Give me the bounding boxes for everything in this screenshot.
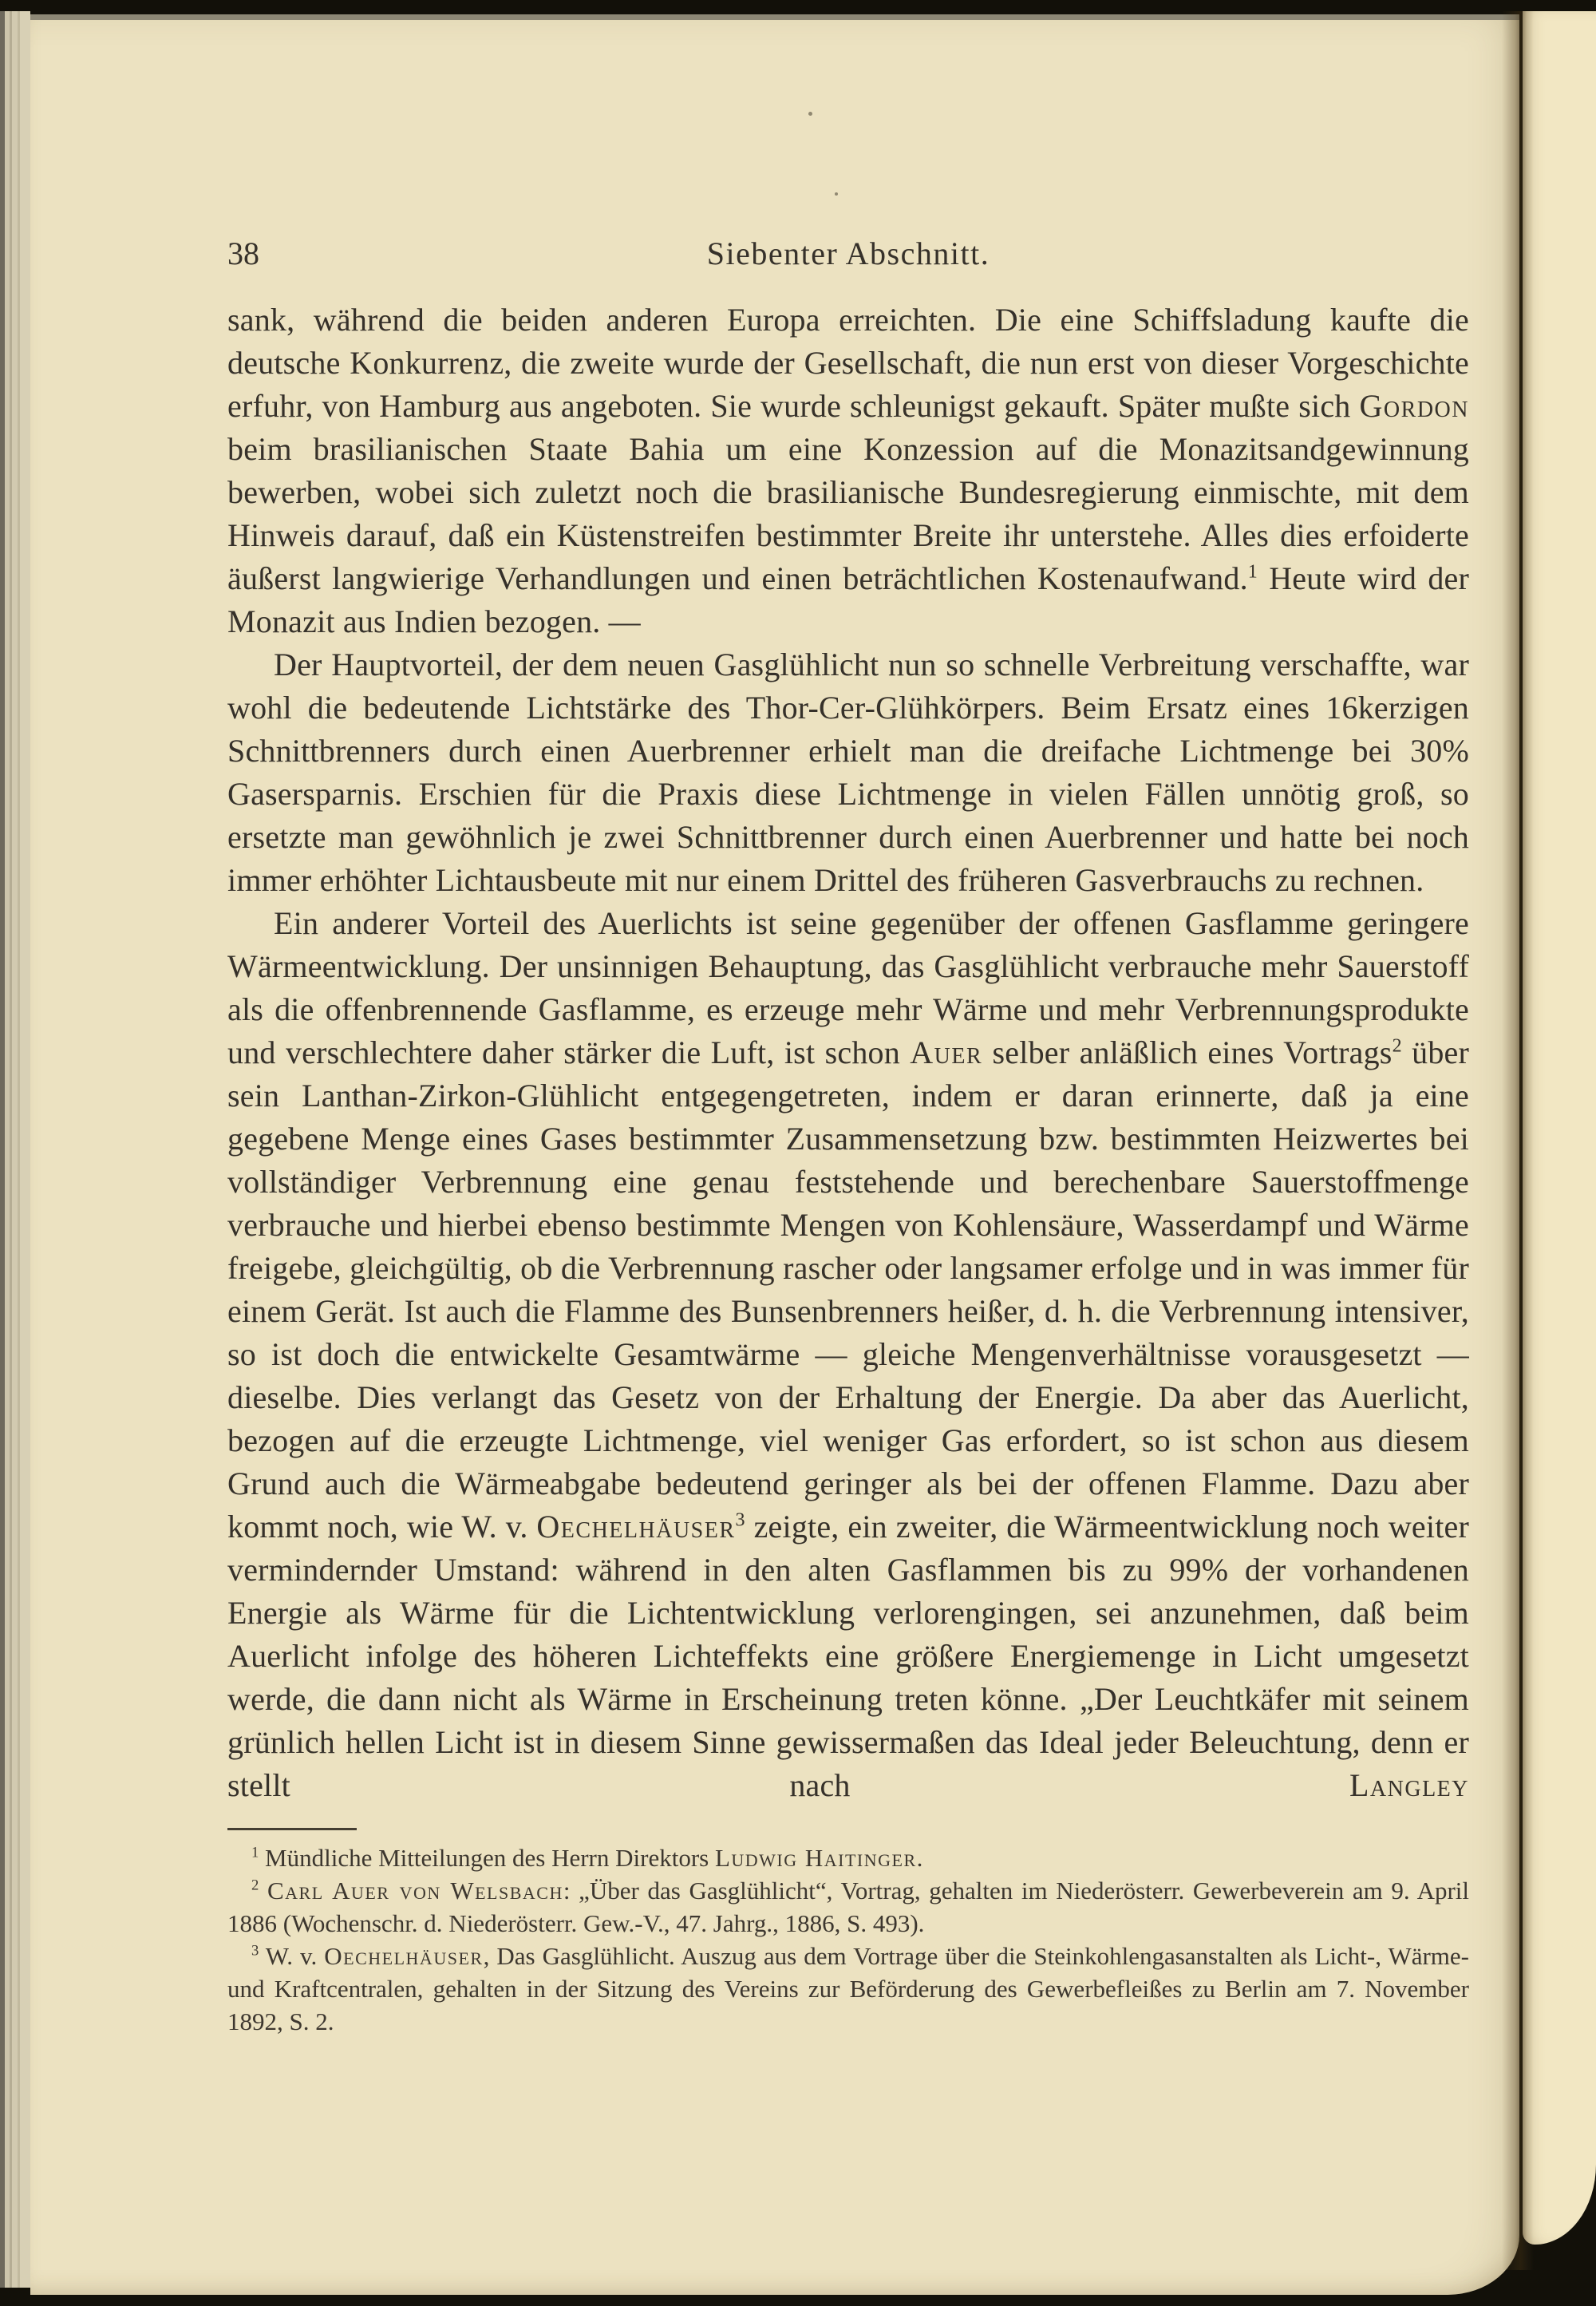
text-run: beim brasilianischen Staate Bahia um eine Konzession auf die Monazitsandgewinnung bewerben, wobei sich zuletzt noch die brasilianische Bundesregierung einmischte, mit dem Hinweis darauf, daß ein Küstenstreifen bestimmter Breite ihr unterstehe. Alles dies erfoiderte äußerst langwierige Verhandlungen und einen beträchtlichen Kostenaufwand.: [227, 431, 1469, 596]
person-name: Oechelhäuser: [324, 1942, 484, 1970]
footnote-item: [227, 1874, 1469, 1940]
body-paragraph: [227, 643, 1469, 902]
text-run: Mündliche Mitteilungen des Herrn Direktors: [259, 1844, 715, 1872]
section-title: Siebenter Abschnitt.: [706, 235, 990, 271]
page-number: 38: [227, 235, 259, 271]
text-run: Heute wird der Monazit aus Indien bezogen. —: [227, 560, 1470, 639]
text-run: Der Hauptvorteil, der dem neuen Gasglühlicht nun so schnelle Verbreitung verschaffte, war wohl die bedeutende Lichtstärke des Thor-Cer-Glühkörpers. Beim Ersatz eines 16kerzigen Schnittbrenners durch einen Auerbrenner erhielt man die dreifache Lichtmenge bei 30% Gasersparnis. Erschien für die Praxis diese Lichtmenge in vielen Fällen unnötig groß, so ersetzte man gewöhnlich je zwei Schnittbrenner durch einen Auerbrenner und hatte bei noch immer erhöhter Lichtausbeute mit nur einem Drittel des früheren Gasverbrauchs zu rechnen.: [227, 647, 1469, 898]
person-name: Gordon: [1359, 388, 1469, 424]
text-run: [259, 1877, 267, 1905]
footnote-rule: [227, 1828, 357, 1830]
page-header: [227, 233, 1469, 275]
footnote-ref: 2: [1392, 1035, 1402, 1057]
body-paragraph: [227, 299, 1469, 643]
text-run: sank, während die beiden anderen Europa erreichten. Die eine Schiffsladung kaufte die deutsche Konkurrenz, die zweite wurde der Gesellschaft, die nun erst von dieser Vorgeschichte erfuhr, von Hamburg aus angeboten. Sie wurde schleunigst gekauft. Später mußte sich: [227, 302, 1469, 424]
text-run: .: [916, 1844, 923, 1872]
body-text: [227, 299, 1469, 1807]
person-name: Ludwig Haitinger: [714, 1844, 917, 1872]
footnote-ref: 1: [251, 1844, 259, 1861]
text-run: über sein Lanthan-Zirkon-Glühlicht entgegengetreten, indem er daran erinnerte, daß ja eine gegebene Menge eines Gases bestimmter Zusammensetzung bzw. bestimmten Heizwertes bei vollständiger Verbrennung eine genau feststehende und berechenbare Sauerstoffmenge verbrauche und hierbei ebenso bestimmte Mengen von Kohlensäure, Wasserdampf und Wärme freigebe, gleichgültig, ob die Verbrennung rascher oder langsamer erfolge und in was immer für einem Gerät. Ist auch die Flamme des Bunsenbrenners heißer, d. h. die Verbrennung intensiver, so ist doch die entwickelte Gesamtwärme — gleiche Mengenverhältnisse vorausgesetzt — dieselbe. Dies verlangt das Gesetz von der Erhaltung der Energie. Da aber das Auerlicht, bezogen auf die erzeugte Lichtmenge, viel weniger Gas erfordert, so ist schon aus diesem Grund auch die Wärmeabgabe bedeutend geringer als bei der offenen Flamme. Dazu aber kommt noch, wie W. v.: [227, 1034, 1470, 1545]
text-run: , Das Gasglühlicht. Auszug aus dem Vortrage über die Steinkohlengasanstalten als Licht-, Wärme- und Kraftcentralen, gehalten in der Sitzung des Vereins zur Beförderung des Gewerbefleißes zu Berlin am 7. November 1892, S. 2.: [227, 1942, 1469, 2035]
text-run: selber anläßlich eines Vortrags: [982, 1034, 1393, 1070]
text-run: W. v.: [259, 1942, 325, 1970]
person-name: Oechelhäuser: [536, 1509, 736, 1545]
text-run: Ein anderer Vorteil des Auerlichts ist seine gegenüber der offenen Gasflamme geringere Wärmeentwicklung. Der unsinnigen Behauptung, das Gasglühlicht verbrauche mehr Sauerstoff als die offenbrennende Gasflamme, es erzeuge mehr Wärme und mehr Verbrennungsprodukte und verschlechtere daher stärker die Luft, ist schon: [227, 905, 1469, 1070]
footnote-ref: 3: [251, 1942, 259, 1960]
footnotes: [227, 1841, 1469, 2038]
next-page-edge: [1523, 11, 1596, 2245]
footnote-item: [227, 1841, 1469, 1874]
body-paragraph: [227, 902, 1469, 1807]
printed-content: [227, 0, 1469, 2038]
footnote-ref: 2: [251, 1877, 259, 1894]
footnote-ref: 3: [735, 1509, 745, 1531]
footnote-ref: 1: [1247, 561, 1258, 583]
person-name: Carl Auer von Welsbach: [267, 1877, 563, 1905]
person-name: Langley: [1349, 1767, 1469, 1803]
person-name: Auer: [910, 1034, 983, 1070]
page-stack-edge: [0, 11, 30, 2288]
text-run: : „Über das Gasglühlicht“, Vortrag, gehalten im Niederösterr. Gewerbeverein am 9. April 1886 (Wochenschr. d. Niederösterr. Gew.-V., 47. Jahrg., 1886, S. 493).: [227, 1877, 1470, 1937]
footnote-item: [227, 1940, 1469, 2038]
text-run: zeigte, ein zweiter, die Wärmeentwicklung noch weiter vermindernder Umstand: während in den alten Gasflammen bis zu 99% der vorhandenen Energie als Wärme für die Lichtentwicklung verlorengingen, sei anzunehmen, daß beim Auerlicht infolge des höheren Lichteffekts eine größere Energiemenge in Licht umgesetzt werde, die dann nicht als Wärme in Erscheinung treten könne. „Der Leuchtkäfer mit seinem grünlich hellen Licht ist in diesem Sinne gewissermaßen das Ideal jeder Beleuchtung, denn er stellt nach: [227, 1509, 1469, 1803]
